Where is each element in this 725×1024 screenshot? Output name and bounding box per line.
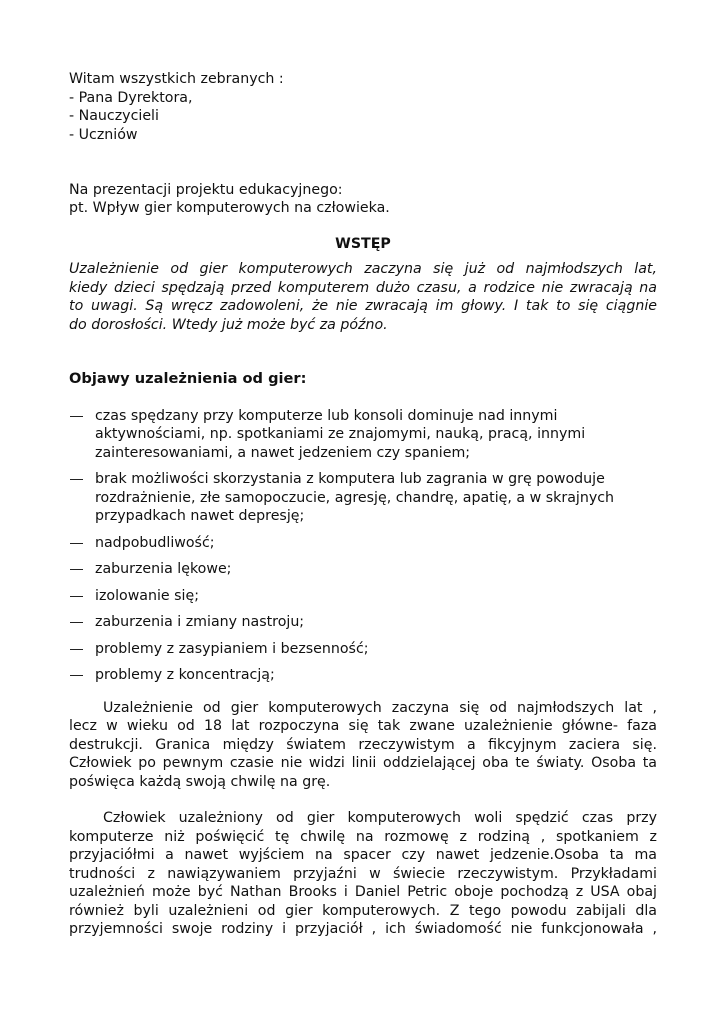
paragraph-line: Uzależnienie od gier komputerowych zaczyna się od najmłodszych lat , [103,699,657,716]
spacer [69,144,657,163]
paragraph-line: destrukcji. Granica między światem rzeczywistym a fikcyjnym zaciera się. [69,736,657,753]
greeting-line: Witam wszystkich zebranych : [69,71,284,87]
paragraph-line: Człowiek uzależniony od gier komputerowych woli spędzić czas przy [103,810,657,826]
list-item-line: zaburzenia lękowe; [95,561,232,577]
list-item-line: czas spędzany przy komputerze lub konsoli dominuje nad innymi [95,407,558,424]
list-item-line: aktywnościami, np. spotkaniami ze znajomymi, nauką, pracą, innymi [95,426,586,442]
presentation-block [69,181,657,218]
greeting-block [69,70,657,144]
body-paragraph-1 [69,699,657,792]
list-item [69,560,657,579]
document-page [69,70,657,939]
list-item-line: brak możliwości skorzystania z komputera lub zagrania w grę powoduje [95,471,605,487]
list-item [69,587,657,606]
greeting-line: - Uczniów [69,126,138,143]
intro-line: kiedy dzieci spędzają przed komputerem dużo czasu, a rodzice nie zwracają na [69,279,657,296]
list-item-line: problemy z zasypianiem i bezsenność; [95,640,369,657]
paragraph-line: Człowiek po pewnym czasie nie widzi linii oddzielającej oba te światy. Osoba ta [69,755,657,771]
paragraph-line: również byli uzależnieni od gier komputerowych. Z tego powodu zabijali dla [69,902,657,919]
body-paragraph-2 [69,809,657,939]
presentation-title-line: pt. Wpływ gier komputerowych na człowieka. [69,200,390,216]
paragraph-line: przyjaciółmi a nawet wyjściem na spacer czy nawet jedzenie.Osoba ta ma [69,847,657,863]
list-item-line: nadpobudliwość; [95,534,215,551]
list-item [69,534,657,553]
intro-line: do dorosłości. Wtedy już może być za późno. [69,316,388,333]
paragraph-line: lecz w wieku od 18 lat rozpoczyna się tak zwane uzależnienie główne- faza [69,718,657,734]
paragraph-line: trudności z nawiązywaniem przyjaźni w świecie rzeczywistym. Przykładami [69,865,657,882]
paragraph-line: komputerze niż poświęcić tę chwilę na rozmowę z rodziną , spotkaniem z [69,828,657,845]
list-item [69,613,657,632]
list-item [69,640,657,659]
intro-line: to uwagi. Są wręcz zadowoleni, że nie zwracają im głowy. I tak to się ciągnie [69,298,657,314]
greeting-line: - Nauczycieli [69,108,159,124]
symptoms-list [69,407,657,685]
presentation-line: Na prezentacji projektu edukacyjnego: [69,181,343,198]
list-item [69,666,657,685]
list-item-line: zaburzenia i zmiany nastroju; [95,614,305,630]
symptoms-heading: Objawy uzależnienia od gier: [69,370,307,387]
greeting-line: - Pana Dyrektora, [69,89,193,106]
list-item-line: izolowanie się; [95,587,200,604]
intro-title: WSTĘP [335,235,391,252]
spacer [69,163,657,181]
intro-line: Uzależnienie od gier komputerowych zaczyna się już od najmłodszych lat, [69,261,657,277]
intro-paragraph [69,260,657,334]
list-item-line: przypadkach nawet depresję; [95,508,305,524]
list-item-line: rozdrażnienie, złe samopoczucie, agresję, chandrę, apatię, a w skrajnych [95,489,615,506]
paragraph-line: uzależnień może być Nathan Brooks i Daniel Petric oboje pochodzą z USA obaj [69,884,657,900]
list-item-line: zainteresowaniami, a nawet jedzeniem czy spaniem; [95,444,471,461]
list-item [69,407,657,463]
list-item-line: problemy z koncentracją; [95,667,275,683]
paragraph-line: przyjemności swoje rodziny i przyjaciół , ich świadomość nie funkcjonowała , [69,921,657,937]
paragraph-line: poświęca każdą swoją chwilę na grę. [69,773,331,790]
list-item [69,470,657,526]
